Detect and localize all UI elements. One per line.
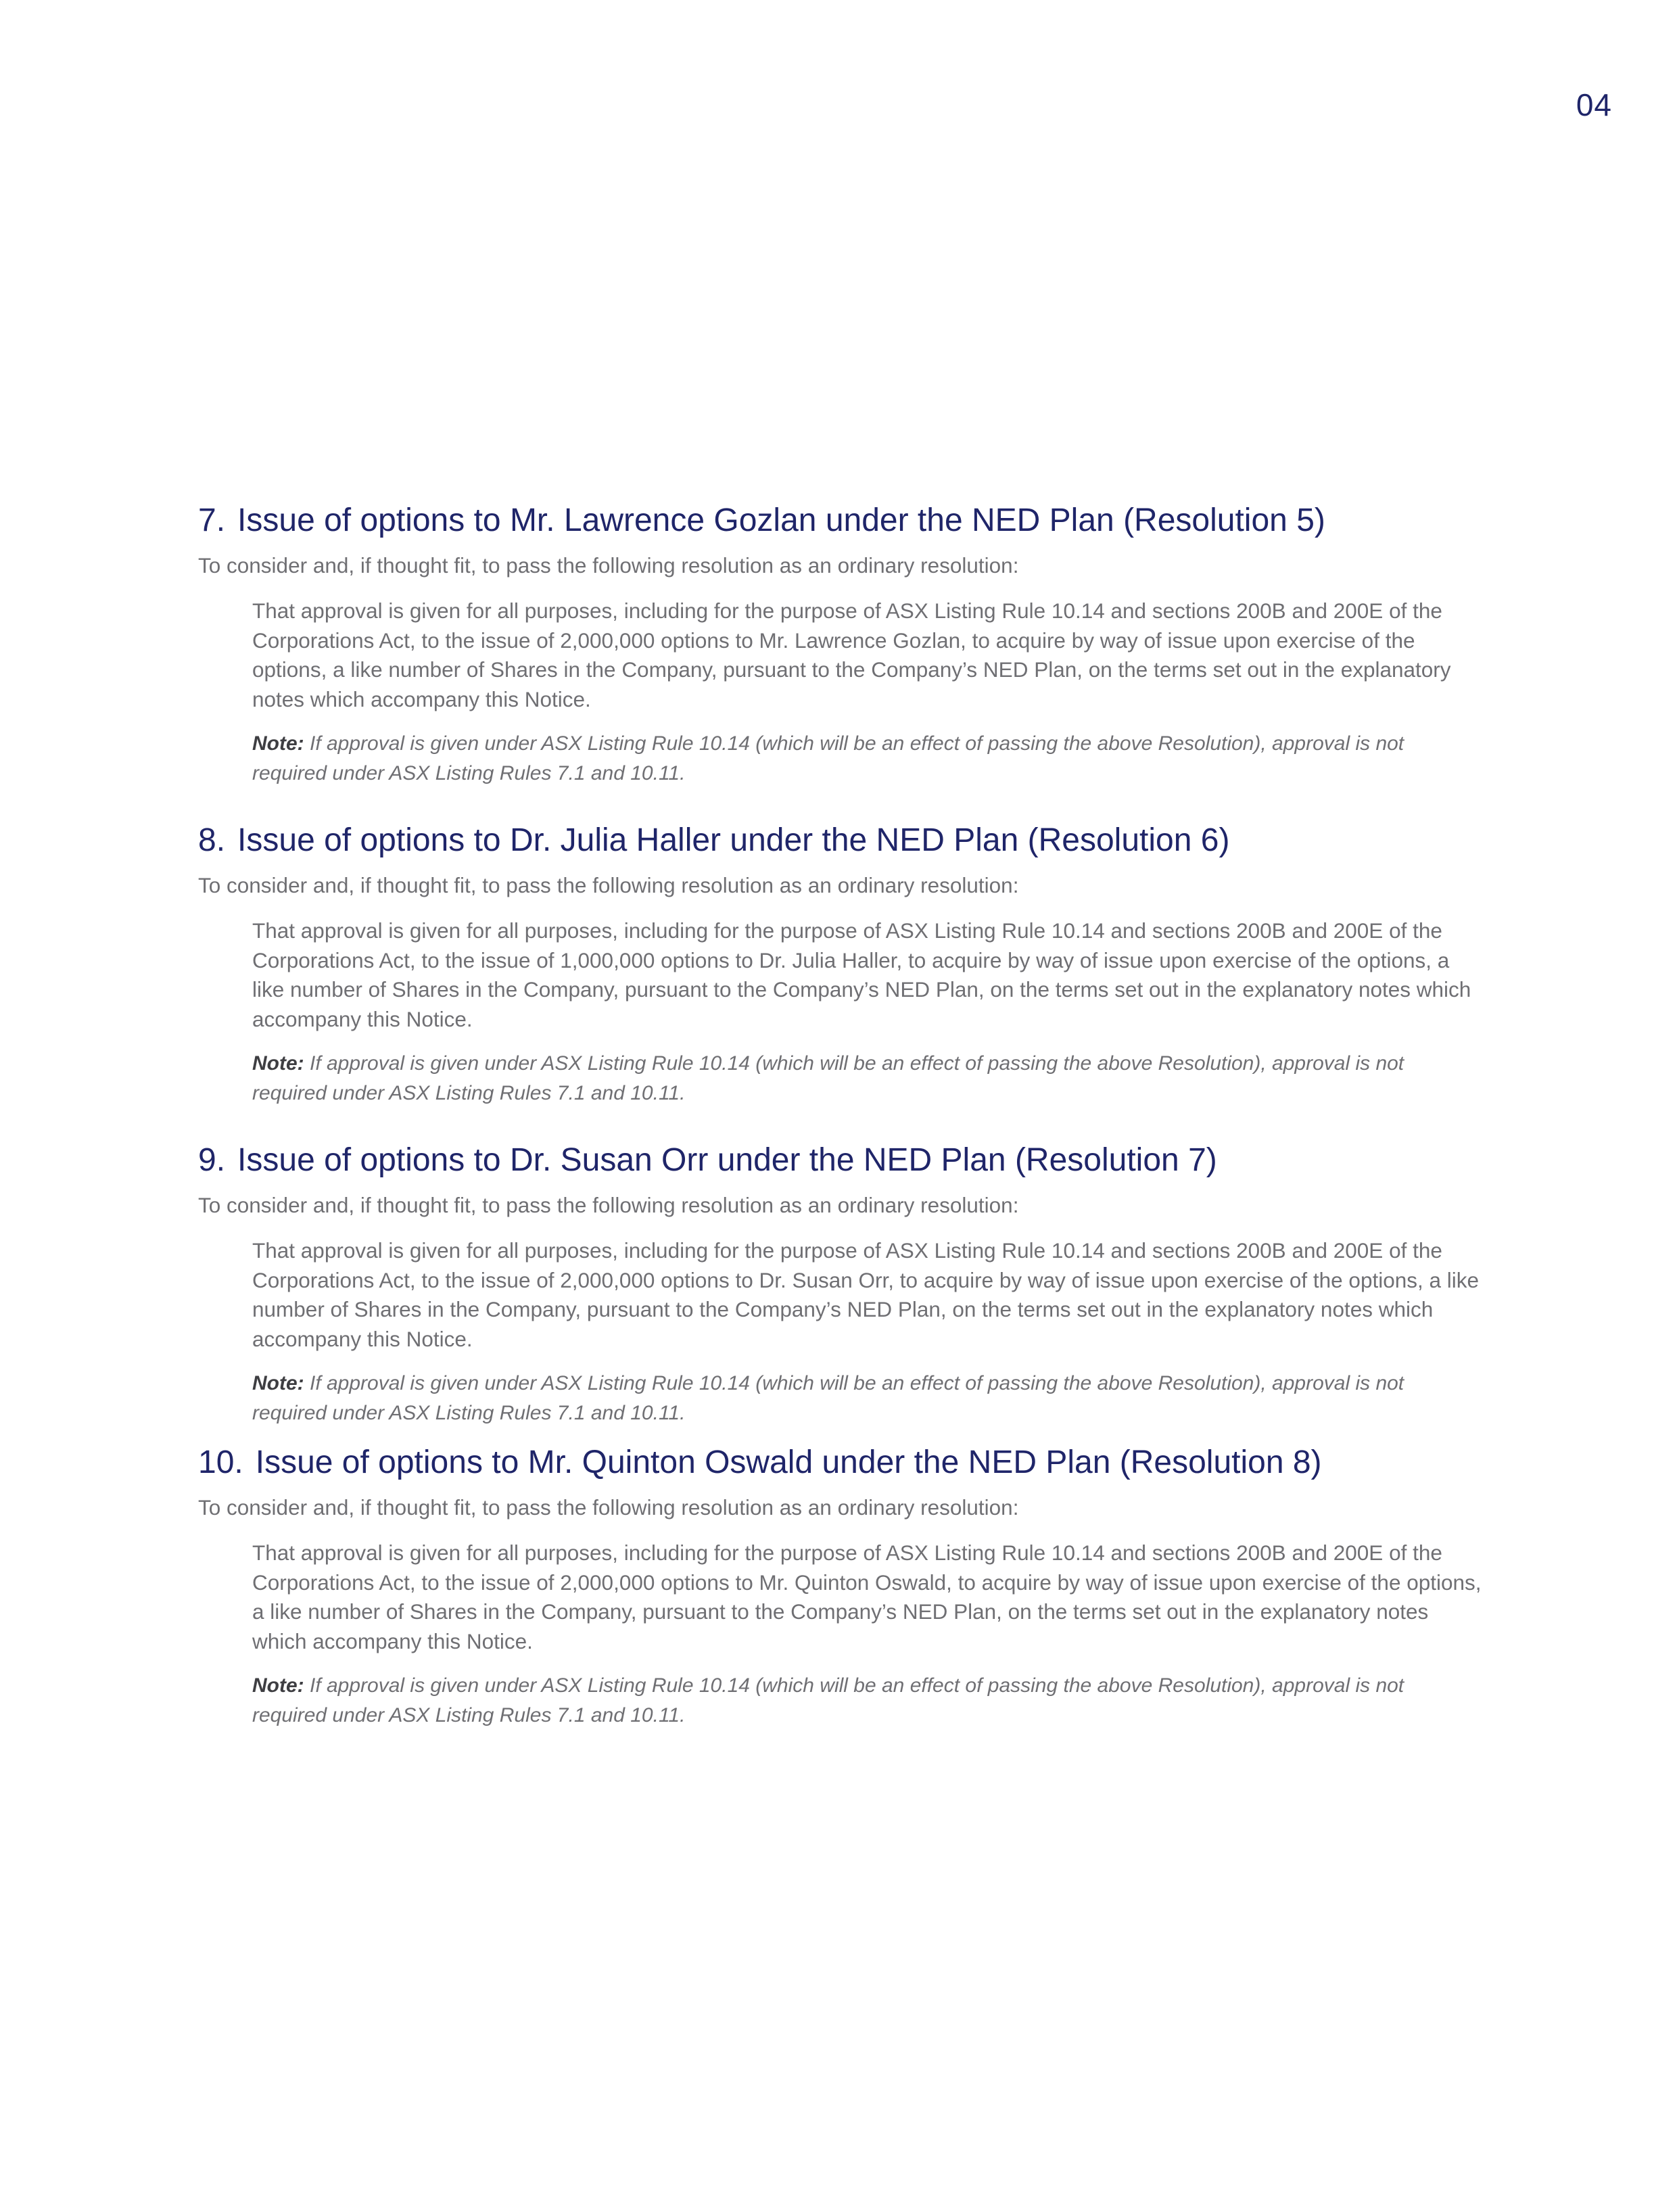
resolution-heading [198, 1140, 1483, 1181]
document-body [198, 500, 1483, 1730]
note-label: Note: [252, 1674, 304, 1697]
note-text: If approval is given under ASX Listing Rule 10.14 (which will be an effect of passing the above Resolution), approval is not required under ASX Listing Rules 7.1 and 10.11. [252, 732, 1404, 784]
resolution-title: Issue of options to Dr. Susan Orr under the NED Plan (Resolution 7) [237, 1142, 1217, 1178]
resolution-section-9 [198, 1140, 1483, 1428]
resolution-intro: To consider and, if thought fit, to pass the following resolution as an ordinary resolution: [198, 553, 1019, 578]
resolution-section-8 [198, 820, 1483, 1108]
resolution-number: 9. [198, 1142, 226, 1178]
resolution-body: That approval is given for all purposes, including for the purpose of ASX Listing Rule 10.14 and sections 200B and 200E of the Corporations Act, to the issue of 2,000,000 options to Mr. Lawrence Gozlan, to acquire by way of issue upon exercise of the options, a like number of Shares in the Company, pursuant to the Company’s NED Plan, on the terms set out in the explanatory notes which accompany this Notice. [252, 598, 1451, 711]
note-text: If approval is given under ASX Listing Rule 10.14 (which will be an effect of passing the above Resolution), approval is not required under ASX Listing Rules 7.1 and 10.11. [252, 1052, 1404, 1104]
resolution-title: Issue of options to Mr. Lawrence Gozlan under the NED Plan (Resolution 5) [237, 502, 1325, 538]
resolution-body: That approval is given for all purposes, including for the purpose of ASX Listing Rule 10.14 and sections 200B and 200E of the Corporations Act, to the issue of 2,000,000 options to Mr. Quinton Oswald, to acquire by way of issue upon exercise of the options, a like number of Shares in the Company, pursuant to the Company’s NED Plan, on the terms set out in the explanatory notes which accompany this Notice. [252, 1540, 1482, 1653]
page-number: 04 [1576, 87, 1612, 122]
resolution-heading [198, 820, 1483, 861]
resolution-note [252, 1049, 1483, 1108]
note-label: Note: [252, 732, 304, 755]
resolution-number: 10. [198, 1444, 243, 1480]
resolution-number: 8. [198, 822, 226, 858]
note-text: If approval is given under ASX Listing Rule 10.14 (which will be an effect of passing the above Resolution), approval is not required under ASX Listing Rules 7.1 and 10.11. [252, 1372, 1404, 1424]
resolution-section-7 [198, 500, 1483, 788]
resolution-intro: To consider and, if thought fit, to pass the following resolution as an ordinary resolution: [198, 873, 1019, 897]
resolution-body: That approval is given for all purposes, including for the purpose of ASX Listing Rule 10.14 and sections 200B and 200E of the Corporations Act, to the issue of 1,000,000 options to Dr. Julia Haller, to acquire by way of issue upon exercise of the options, a like number of Shares in the Company, pursuant to the Company’s NED Plan, on the terms set out in the explanatory notes which accompany this Notice. [252, 918, 1471, 1031]
resolution-intro: To consider and, if thought fit, to pass the following resolution as an ordinary resolution: [198, 1193, 1019, 1217]
note-label: Note: [252, 1372, 304, 1394]
note-label: Note: [252, 1052, 304, 1075]
resolution-title: Issue of options to Dr. Julia Haller under the NED Plan (Resolution 6) [237, 822, 1230, 858]
resolution-heading [198, 1442, 1483, 1483]
resolution-note [252, 1671, 1483, 1730]
note-text: If approval is given under ASX Listing Rule 10.14 (which will be an effect of passing the above Resolution), approval is not required under ASX Listing Rules 7.1 and 10.11. [252, 1674, 1404, 1726]
resolution-heading [198, 500, 1483, 541]
resolution-number: 7. [198, 502, 226, 538]
resolution-note [252, 729, 1483, 788]
resolution-title: Issue of options to Mr. Quinton Oswald under the NED Plan (Resolution 8) [255, 1444, 1322, 1480]
resolution-note [252, 1369, 1483, 1428]
resolution-intro: To consider and, if thought fit, to pass the following resolution as an ordinary resolution: [198, 1495, 1019, 1520]
resolution-body: That approval is given for all purposes, including for the purpose of ASX Listing Rule 10.14 and sections 200B and 200E of the Corporations Act, to the issue of 2,000,000 options to Dr. Susan Orr, to acquire by way of issue upon exercise of the options, a like number of Shares in the Company, pursuant to the Company’s NED Plan, on the terms set out in the explanatory notes which accompany this Notice. [252, 1238, 1480, 1351]
resolution-section-10 [198, 1442, 1483, 1730]
